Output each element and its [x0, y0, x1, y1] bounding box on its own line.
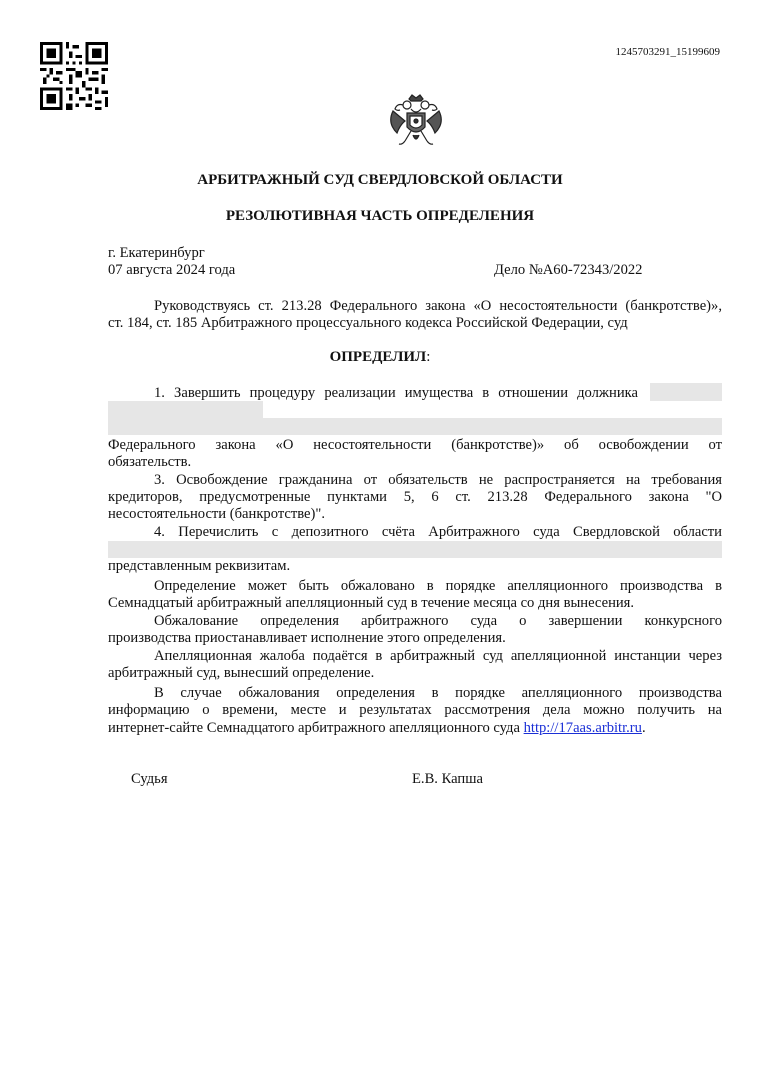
- coat-of-arms-emblem: [385, 91, 447, 153]
- city: г. Екатеринбург: [108, 245, 205, 261]
- judge-name: Е.В. Капша: [412, 771, 483, 787]
- item-1-line-4: обязательств.: [108, 454, 192, 470]
- redacted-debtor-details: [108, 418, 722, 435]
- redacted-payment-details: [108, 541, 722, 558]
- case-number: Дело №А60-72343/2022: [494, 262, 643, 278]
- intro-line-1: Руководствуясь ст. 213.28 Федерального закона «О несостоятельности (банкротстве)»,: [154, 298, 722, 314]
- appeal-4-line-3-prefix: интернет-сайте Семнадцатого арбитражного апелляционного суда: [108, 720, 520, 736]
- appeal-court-website-link[interactable]: http://17aas.arbitr.ru: [523, 720, 642, 736]
- appeal-4-line-1: В случае обжалования определения в порядке апелляционного производства: [154, 685, 722, 701]
- item-3-line-1: 3. Освобождение гражданина от обязательств не распространяется на требования: [154, 472, 722, 488]
- appeal-1-line-2: Семнадцатый арбитражный апелляционный суд в течение месяца со дня вынесения.: [108, 595, 635, 611]
- appeal-3-line-2: арбитражный суд, вынесший определение.: [108, 665, 375, 681]
- appeal-1-line-1: Определение может быть обжаловано в порядке апелляционного производства в: [154, 578, 722, 594]
- decided-word: ОПРЕДЕЛИЛ: [329, 349, 427, 365]
- item-3-line-2: кредиторов, предусмотренные пунктами 5, 6 ст. 213.28 Федерального закона "О: [108, 489, 722, 505]
- judge-role: Судья: [131, 771, 168, 787]
- intro-line-2: ст. 184, ст. 185 Арбитражного процессуального кодекса Российской Федерации, суд: [108, 315, 628, 331]
- document-id: 1245703291_15199609: [615, 46, 720, 58]
- qr-code-icon: [40, 42, 108, 110]
- item-4-line-3: представленным реквизитам.: [108, 558, 291, 574]
- appeal-4-line-3: [108, 720, 722, 737]
- item-1-line-3: Федерального закона «О несостоятельности (банкротстве)» об освобождении от: [108, 437, 722, 453]
- appeal-3-line-1: Апелляционная жалоба подаётся в арбитражный суд апелляционной инстанции через: [154, 648, 722, 664]
- appeal-2-line-1: Обжалование определения арбитражного суда о завершении конкурсного: [154, 613, 722, 629]
- redacted-debtor-name-1: [650, 383, 722, 401]
- appeal-4-period: .: [641, 720, 646, 736]
- decision-date: 07 августа 2024 года: [108, 262, 236, 278]
- item-3-line-3: несостоятельности (банкротстве)".: [108, 506, 325, 522]
- item-1-line-1: 1. Завершить процедуру реализации имущества в отношении должника: [154, 385, 638, 401]
- redacted-debtor-name-2: [108, 401, 263, 418]
- item-4-line-1: 4. Перечислить с депозитного счёта Арбитражного суда Свердловской области: [154, 524, 722, 540]
- appeal-4-line-2: информацию о времени, месте и результатах рассмотрения дела можно получить на: [108, 702, 722, 718]
- decided-colon: :: [426, 349, 431, 365]
- appeal-2-line-2: производства приостанавливает исполнение этого определения.: [108, 630, 506, 646]
- decided-heading: [0, 349, 760, 366]
- document-type-title: РЕЗОЛЮТИВНАЯ ЧАСТЬ ОПРЕДЕЛЕНИЯ: [225, 208, 535, 224]
- court-name: АРБИТРАЖНЫЙ СУД СВЕРДЛОВСКОЙ ОБЛАСТИ: [197, 172, 563, 188]
